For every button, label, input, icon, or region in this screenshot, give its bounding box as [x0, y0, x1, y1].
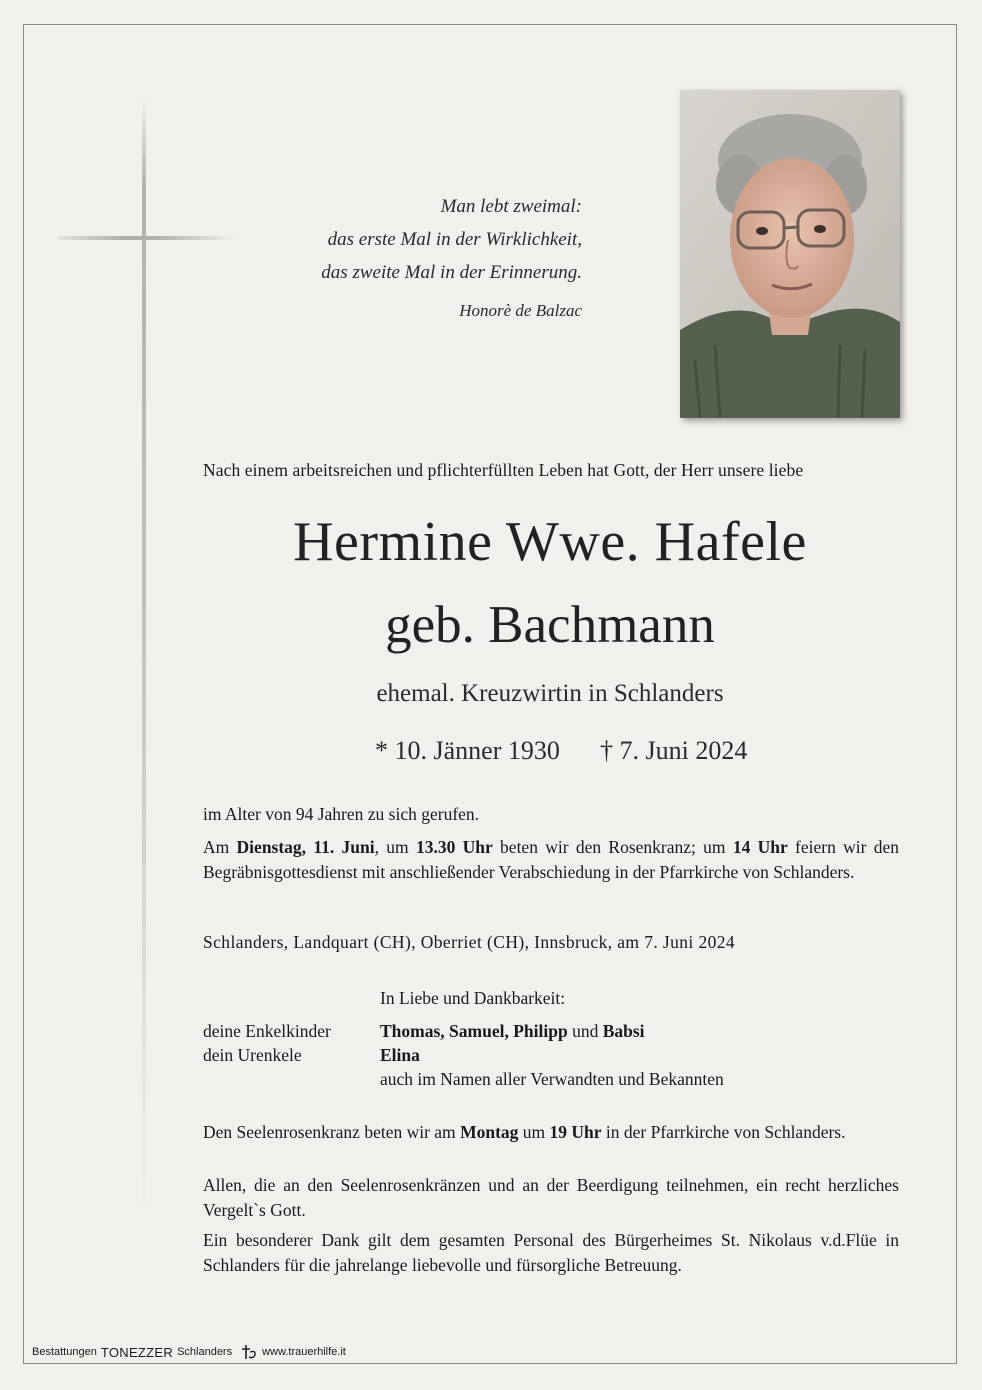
footer-website[interactable]: www.trauerhilfe.it: [262, 1346, 346, 1358]
portrait-photo: [680, 90, 900, 418]
cross-vertical-beam: [142, 98, 146, 1218]
place-and-date: Schlanders, Landquart (CH), Oberriet (CH), Innsbruck, am 7. Juni 2024: [203, 932, 736, 952]
footer-brand: TONEZZER: [100, 1344, 174, 1360]
deceased-role: ehemal. Kreuzwirtin in Schlanders: [376, 680, 724, 707]
footer-place: Schlanders: [177, 1346, 233, 1358]
funeral-details: Am Dienstag, 11. Juni, um 13.30 Uhr beten wir den Rosenkranz; um 14 Uhr feiern wir den Begräbnisgottesdienst mit anschließender Verabschiedung in der Pfarrkirche von Schlanders.: [203, 837, 900, 882]
grandchildren-names: Thomas, Samuel, Philipp und Babsi: [380, 1021, 645, 1041]
rosary-day: Dienstag, 11. Juni: [236, 837, 375, 857]
greatgrandchild-label: dein Urenkele: [203, 1045, 302, 1065]
trauerhilfe-logo-icon: [240, 1344, 258, 1360]
grandchildren-label: deine Enkelkinder: [203, 1021, 331, 1041]
footer-prefix: Bestattungen: [32, 1346, 97, 1358]
birth-date: * 10. Jänner 1930: [375, 736, 560, 765]
death-date: † 7. Juni 2024: [600, 736, 748, 765]
cross-horizontal-beam: [58, 236, 234, 240]
thanks-heading: In Liebe und Dankbarkeit:: [380, 988, 566, 1008]
greatgrandchild-name: Elina: [380, 1045, 420, 1065]
quote-author: Honorè de Balzac: [459, 301, 582, 320]
quote-line: das zweite Mal in der Erinnerung.: [321, 262, 582, 283]
quote-line: das erste Mal in der Wirklichkeit,: [327, 229, 582, 250]
maiden-name: geb. Bachmann: [385, 596, 715, 654]
thanks-staff: Ein besonderer Dank gilt dem gesamten Personal des Bürgerheimes St. Nikolaus v.d.Flüe in Schlanders für die jahrelange liebevolle und fürsorgliche Betreuung.: [203, 1230, 899, 1275]
deceased-name: Hermine Wwe. Hafele: [293, 511, 807, 573]
rosary-time: 13.30 Uhr: [415, 837, 493, 857]
thanks-attendees: Allen, die an den Seelenrosenkränzen und an der Beerdigung teilnehmen, ein recht herzliches Vergelt`s Gott.: [203, 1175, 899, 1220]
service-time: 14 Uhr: [732, 837, 788, 857]
intro-sentence: Nach einem arbeitsreichen und pflichterfüllten Leben hat Gott, der Herr unsere liebe: [203, 460, 804, 480]
quote-line: Man lebt zweimal:: [440, 196, 582, 217]
relatives-line: auch im Namen aller Verwandten und Bekannten: [380, 1069, 724, 1089]
footer: [32, 1344, 346, 1360]
soul-rosary-notice: Den Seelenrosenkranz beten wir am Montag um 19 Uhr in der Pfarrkirche von Schlanders.: [203, 1122, 846, 1142]
age-line: im Alter von 94 Jahren zu sich gerufen.: [203, 804, 480, 824]
quote-block: [230, 190, 582, 327]
